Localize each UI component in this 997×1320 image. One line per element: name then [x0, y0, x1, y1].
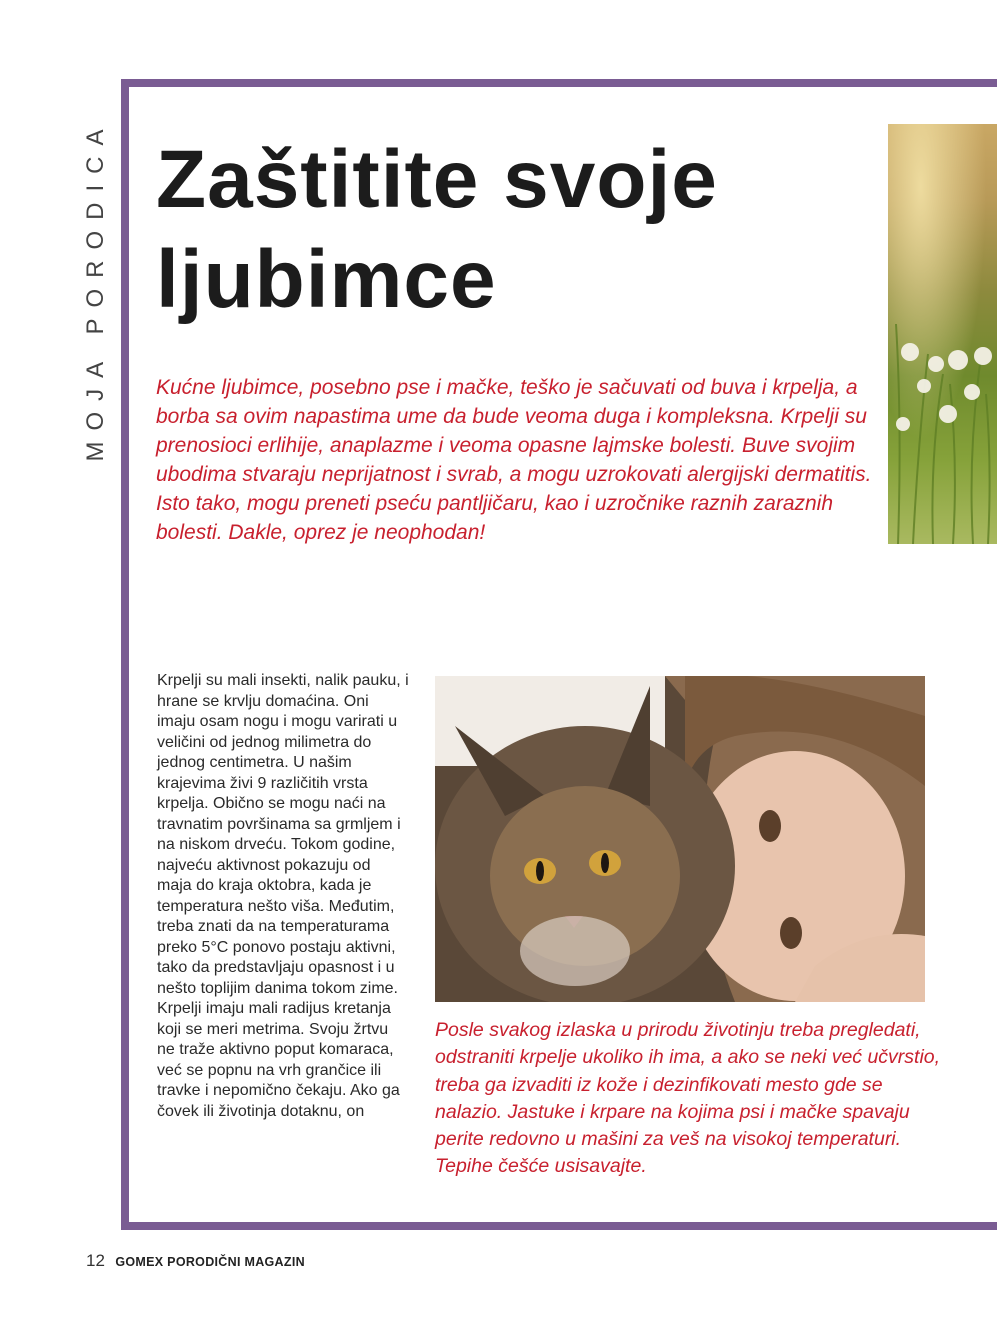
- girl-with-cat-photo: [435, 676, 925, 1002]
- section-label: MOJA PORODICA: [82, 118, 109, 462]
- intro-paragraph: Kućne ljubimce, posebno pse i mačke, teško je sačuvati od buva i krpelja, a borba sa ovim napastima ume da bude veoma duga i kompleksna. Krpelji su prenosioci erlihije, anaplazme i veoma opasne lajmske bolesti. Buve svojim ubodima stvaraju neprijatnost i svrab, a mogu uzrokovati alergijski dermatitis. Isto tako, mogu preneti pseću pantljičaru, kao i uzročnike raznih zaraznih bolesti. Dakle, oprez je neophodan!: [156, 376, 872, 544]
- page-title: Zaštitite svoje ljubimce: [156, 134, 718, 325]
- article-body-text: Krpelji su mali insekti, nalik pauku, i hrane se krvlju domaćina. Oni imaju osam nogu i mogu varirati u veličini od jednog milimetra do jednog centimetra. U našim krajevima živi 9 različitih vrsta krpelja. Obično se mogu naći na travnatim površinama sa grmljem i na niskom drveću. Tokom godine, najveću aktivnost pokazuju od maja do kraja oktobra, kada je temperatura nešto viša. Međutim, treba znati da na temperaturama preko 5°C ponovo postaju aktivni, tako da predstavljaju opasnost i u nešto toplijim danima tokom zime. Krpelji imaju mali radijus kretanja koji se meri metrima. Svoju žrtvu ne traže aktivno poput komaraca, već se popnu na vrh grančice ili travke i nepomično čekaju. Ako ga čovek ili životinja dotaknu, on: [157, 672, 409, 1120]
- frame-top-border: [121, 79, 997, 87]
- page-footer: [86, 1251, 305, 1271]
- magazine-name: GOMEX PORODIČNI MAGAZIN: [115, 1255, 305, 1269]
- photo-caption: Posle svakog izlaska u prirodu životinju treba pregledati, odstraniti krpelje ukoliko ih ima, a ako se neki već učvrstio, treba ga izvaditi iz kože i dezinfikovati mesto gde se nalazio. Jastuke i krpare na kojima psi i mačke spavaju perite redovno u mašini za veš na visokoj temperaturi. Tepihe češće usisavajte.: [435, 1019, 941, 1178]
- page-number: 12: [86, 1251, 105, 1270]
- frame-bottom-border: [121, 1222, 997, 1230]
- frame-left-border: [121, 79, 129, 1230]
- grass-photo: [888, 124, 997, 544]
